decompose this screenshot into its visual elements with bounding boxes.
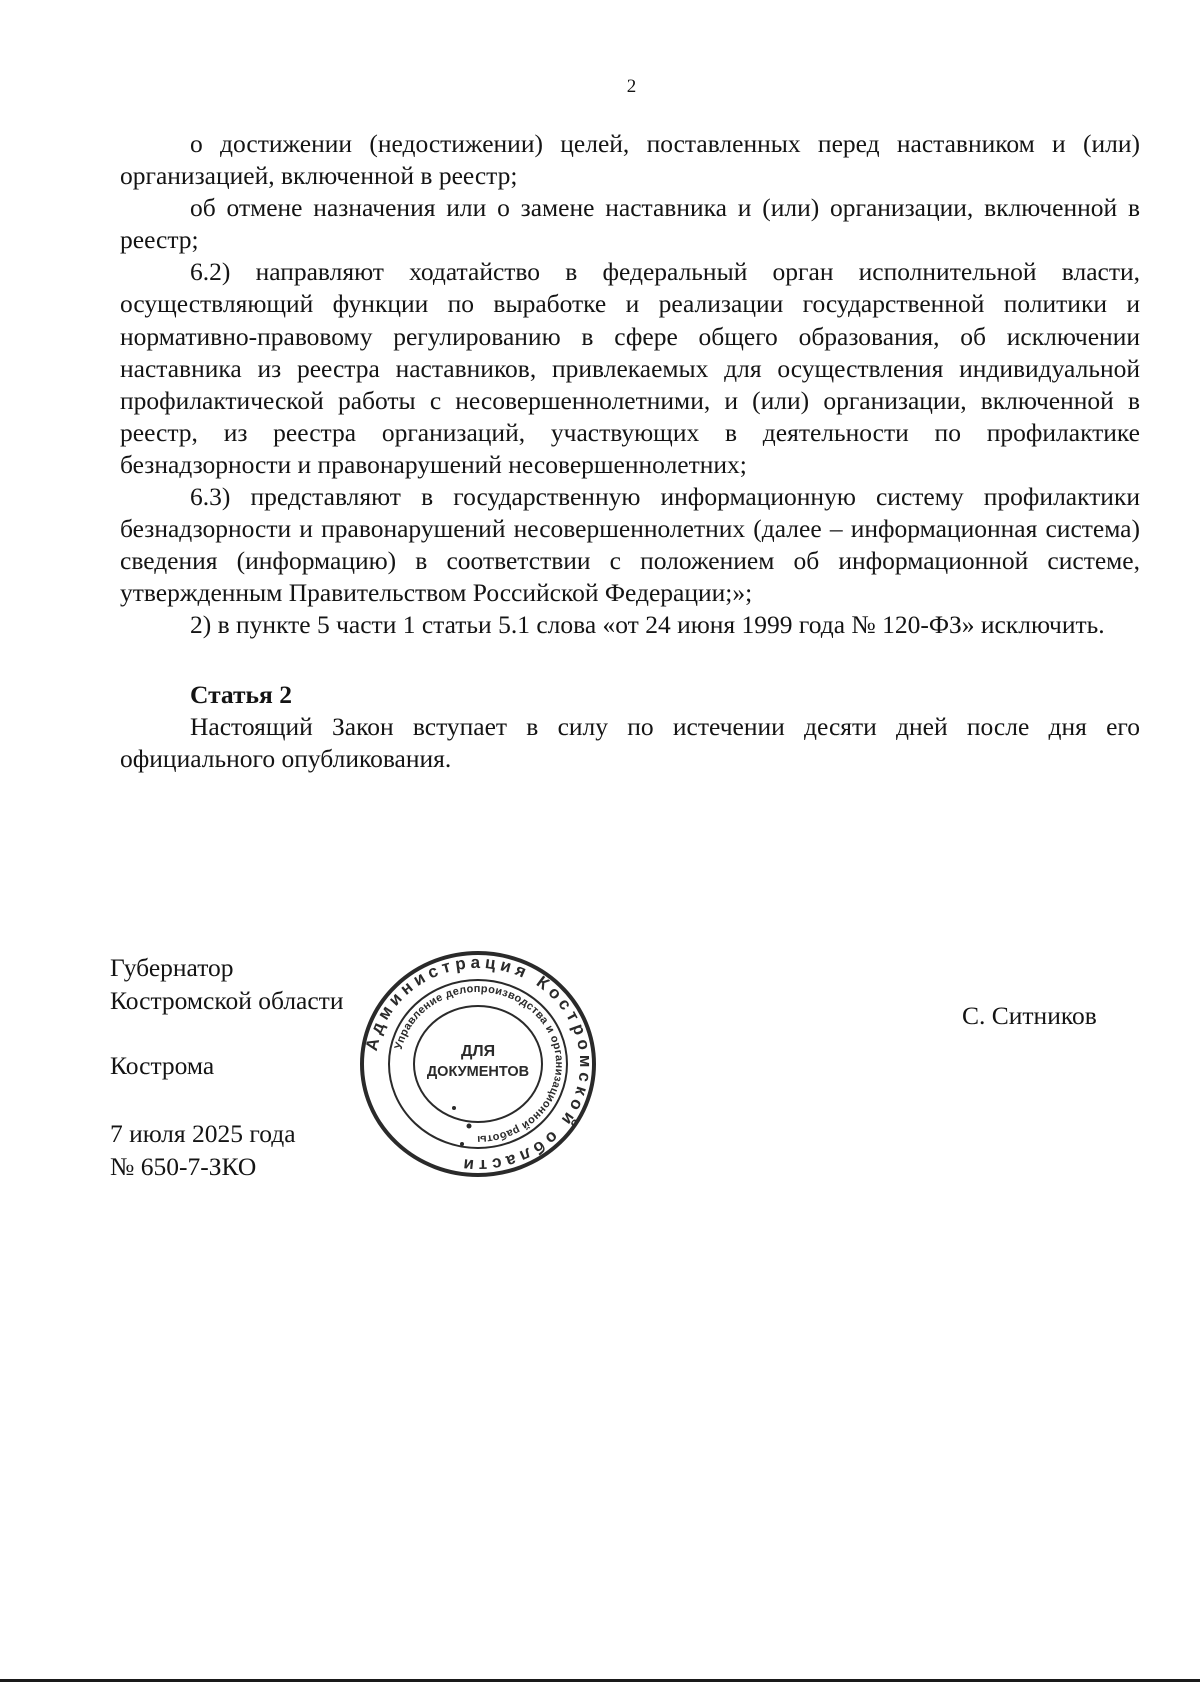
stamp-center-line1: ДЛЯ	[460, 1043, 496, 1060]
paragraph-replacement: об отмене назначения или о замене наставника и (или) организации, включенной в реестр;	[120, 193, 1140, 255]
document-body	[120, 128, 1140, 775]
paragraph-6-2: 6.2) направляют ходатайство в федеральный орган исполнительной власти, осуществляющий функции по выработке и реализации государственной политики и нормативно-правовому регулированию в сфере общего образования, об исключении наставника из реестра наставников, привлекаемых для осуществления индивидуальной профилактической работы с несовершеннолетними, и (или) организации, включенной в реестр, из реестра организаций, участвующих в деятельности по профилактике безнадзорности и правонарушений несовершеннолетних;	[120, 257, 1140, 479]
paragraph-6-3: 6.3) представляют в государственную информационную систему профилактики безнадзорности и правонарушений несовершеннолетних (далее – информационная система) сведения (информацию) в соответствии с положением об информационной системе, утвержденным Правительством Российской Федерации;»;	[120, 482, 1140, 608]
paragraph-goals: о достижении (недостижении) целей, поставленных перед наставником и (или) организацией, включенной в реестр;	[120, 129, 1140, 191]
signing-city: Кострома	[110, 1051, 215, 1080]
signer-name: С. Ситников	[962, 1001, 1097, 1030]
signatory-region: Костромской области	[110, 985, 344, 1015]
official-stamp	[358, 948, 598, 1180]
page-number: 2	[626, 76, 637, 97]
law-number: № 650-7-ЗКО	[110, 1151, 257, 1181]
signatory-position	[110, 952, 343, 1017]
stamp-star-dot	[452, 1106, 456, 1110]
stamp-star-dot	[460, 1142, 464, 1146]
signatory-title: Губернатор	[110, 953, 234, 982]
stamp-star-dot	[467, 1124, 472, 1129]
scan-bottom-edge	[0, 1679, 1200, 1682]
article-2-text: Настоящий Закон вступает в силу по истечении десяти дней после дня его официального опубликования.	[120, 711, 1140, 773]
article-2-heading: Статья 2	[190, 679, 292, 709]
stamp-inner-text: Управление делопроизводства и организационной работы	[392, 982, 566, 1146]
stamp-center-line2: ДОКУМЕНТОВ	[426, 1064, 530, 1080]
signing-date: 7 июля 2025 года	[110, 1119, 296, 1148]
paragraph-item-2: 2) в пункте 5 части 1 статьи 5.1 слова «от 24 июня 1999 года № 120-ФЗ» исключить.	[190, 610, 1105, 640]
stamp-outer-text: Администрация Костромской области	[361, 952, 596, 1176]
stamp-seal-graphic	[358, 948, 598, 1180]
signing-date-block	[110, 1118, 296, 1183]
